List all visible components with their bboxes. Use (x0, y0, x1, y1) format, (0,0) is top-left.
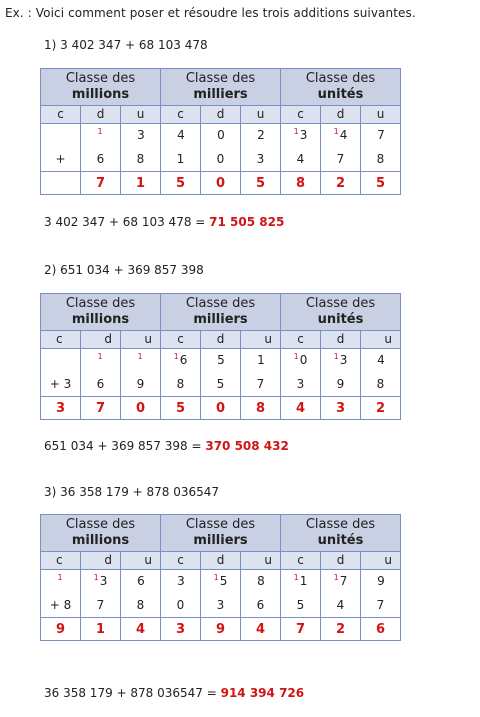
column-label: d (201, 331, 241, 349)
operand2-cell (81, 146, 121, 172)
result-answer: 370 508 432 (205, 439, 289, 453)
sum-cell: 5 (361, 172, 401, 195)
class-header-name: milliers (193, 312, 248, 327)
operand1-cell (81, 349, 121, 372)
class-header-line1: Classe des (185, 71, 256, 86)
result-expression: 36 358 179 + 878 036547 = (44, 686, 221, 700)
digit: 1 (176, 151, 185, 166)
class-header (41, 515, 161, 552)
digit: 0 (176, 597, 185, 612)
class-header (161, 294, 281, 331)
digit: 7 (339, 574, 348, 588)
result-answer: 71 505 825 (209, 215, 285, 229)
digit: 7 (377, 128, 385, 142)
digit: 5 (217, 353, 225, 367)
digit: 6 (256, 597, 265, 612)
column-label: c (161, 106, 201, 124)
column-label: u (361, 331, 401, 349)
operand2-cell (241, 371, 281, 397)
digit: 1 (257, 353, 265, 367)
digit: 3 (299, 128, 308, 142)
carry-digit: 1 (333, 573, 339, 582)
class-header (41, 69, 161, 106)
digit: 8 (136, 597, 145, 612)
sum-cell: 7 (81, 172, 121, 195)
problem-1-result (44, 215, 284, 229)
class-header (161, 69, 281, 106)
operand2-cell (361, 592, 401, 618)
operand1-cell (161, 570, 201, 593)
class-header (281, 515, 401, 552)
class-header-line1: Classe des (185, 517, 256, 532)
carry-digit: 1 (97, 127, 103, 136)
operand2-cell (281, 592, 321, 618)
sum-cell: 7 (81, 397, 121, 420)
operand2-cell (161, 371, 201, 397)
digit: 8 (257, 574, 265, 588)
carry-digit: 1 (57, 573, 63, 582)
operand1-cell (361, 124, 401, 147)
operand1-cell (281, 570, 321, 593)
operand1-cell (321, 570, 361, 593)
problem-2-result (44, 439, 289, 453)
operand2-cell (81, 592, 121, 618)
digit: 3 (99, 574, 108, 588)
addition-table-2 (40, 293, 401, 420)
operand2-cell (161, 146, 201, 172)
digit: 9 (377, 574, 385, 588)
operand2-cell (281, 146, 321, 172)
operand1-cell (201, 124, 241, 147)
digit: 7 (256, 376, 265, 391)
sum-cell: 9 (41, 618, 81, 641)
digit: 7 (336, 151, 345, 166)
class-header-name: millions (71, 533, 130, 548)
column-label: d (81, 106, 121, 124)
digit: 3 (256, 151, 265, 166)
addition-table-1 (40, 68, 401, 195)
sum-cell: 2 (361, 397, 401, 420)
operand2-cell (281, 371, 321, 397)
carry-digit: 1 (333, 352, 339, 361)
digit: 7 (96, 597, 105, 612)
sum-cell: 2 (321, 618, 361, 641)
operand2-cell (121, 146, 161, 172)
operand2-cell (121, 592, 161, 618)
sum-cell: 6 (361, 618, 401, 641)
column-label: d (201, 106, 241, 124)
operand2-cell (321, 371, 361, 397)
operand1-cell (41, 124, 81, 147)
class-header-line1: Classe des (65, 296, 136, 311)
digit: + (55, 151, 66, 166)
sum-cell: 5 (161, 172, 201, 195)
class-header-line1: Classe des (305, 296, 376, 311)
operand2-cell (41, 146, 81, 172)
operand2-cell (321, 146, 361, 172)
operand1-cell (361, 349, 401, 372)
sum-cell: 4 (241, 618, 281, 641)
operand2-cell (201, 592, 241, 618)
class-header-name: unités (317, 87, 364, 102)
sum-cell: 7 (281, 618, 321, 641)
result-expression: 651 034 + 369 857 398 = (44, 439, 206, 453)
column-label: u (121, 331, 161, 349)
column-label: u (361, 106, 401, 124)
column-label: u (241, 106, 281, 124)
operand2-cell (41, 371, 81, 397)
carry-digit: 1 (213, 573, 219, 582)
addition-table-3 (40, 514, 401, 641)
sum-cell: 5 (241, 172, 281, 195)
column-label: c (161, 331, 201, 349)
sum-cell: 3 (41, 397, 81, 420)
carry-digit: 1 (93, 573, 99, 582)
sum-cell: 8 (281, 172, 321, 195)
operand1-cell (161, 349, 201, 372)
digit: 0 (217, 128, 225, 142)
sum-cell: 2 (321, 172, 361, 195)
column-label: d (321, 331, 361, 349)
sum-cell: 3 (161, 618, 201, 641)
sum-cell: 1 (121, 172, 161, 195)
column-label: u (121, 552, 161, 570)
class-header-line1: Classe des (65, 517, 136, 532)
operand2-cell (201, 146, 241, 172)
digit: 8 (136, 151, 145, 166)
operand1-cell (201, 349, 241, 372)
problem-3-label: 3) 36 358 179 + 878 036547 (44, 485, 220, 499)
column-label: u (121, 106, 161, 124)
carry-digit: 1 (333, 127, 339, 136)
operand1-cell (121, 349, 161, 372)
digit: 4 (336, 597, 345, 612)
digit: 0 (216, 151, 225, 166)
operand2-cell (361, 146, 401, 172)
digit: 6 (137, 574, 145, 588)
digit: + 3 (49, 376, 72, 391)
operand1-cell (81, 124, 121, 147)
digit: 6 (96, 151, 105, 166)
digit: 5 (219, 574, 228, 588)
operand1-cell (361, 570, 401, 593)
class-header-line1: Classe des (305, 71, 376, 86)
operand1-cell (241, 349, 281, 372)
class-header-line1: Classe des (65, 71, 136, 86)
digit: 9 (336, 376, 345, 391)
operand1-cell (241, 124, 281, 147)
digit: 4 (296, 151, 305, 166)
class-header-name: milliers (193, 533, 248, 548)
class-header (281, 294, 401, 331)
digit: 8 (376, 376, 385, 391)
operand1-cell (321, 349, 361, 372)
operand1-cell (321, 124, 361, 147)
column-label: u (241, 552, 281, 570)
digit: + 8 (49, 597, 72, 612)
operand2-cell (121, 371, 161, 397)
column-label: c (41, 331, 81, 349)
sum-cell: 8 (241, 397, 281, 420)
column-label: c (41, 106, 81, 124)
class-header-name: unités (317, 533, 364, 548)
carry-digit: 1 (173, 352, 179, 361)
operand1-cell (161, 124, 201, 147)
class-header-line1: Classe des (185, 296, 256, 311)
column-label: u (361, 552, 401, 570)
digit: 5 (216, 376, 225, 391)
class-header-name: milliers (193, 87, 248, 102)
operand2-cell (161, 592, 201, 618)
digit: 1 (299, 574, 308, 588)
column-label: d (201, 552, 241, 570)
sum-cell: 3 (321, 397, 361, 420)
digit: 5 (296, 597, 305, 612)
class-header (41, 294, 161, 331)
operand1-cell (281, 349, 321, 372)
digit: 3 (177, 574, 185, 588)
sum-cell: 4 (121, 618, 161, 641)
operand1-cell (241, 570, 281, 593)
column-label: d (81, 552, 121, 570)
carry-digit: 1 (97, 352, 103, 361)
column-label: d (81, 331, 121, 349)
problem-1-label: 1) 3 402 347 + 68 103 478 (44, 38, 208, 52)
digit: 0 (299, 353, 308, 367)
carry-digit: 1 (137, 352, 143, 361)
sum-cell: 0 (121, 397, 161, 420)
digit: 7 (376, 597, 385, 612)
operand1-cell (81, 570, 121, 593)
sum-cell: 1 (81, 618, 121, 641)
sum-cell: 0 (201, 397, 241, 420)
class-header (281, 69, 401, 106)
sum-cell: 0 (201, 172, 241, 195)
digit: 8 (176, 376, 185, 391)
column-label: c (281, 552, 321, 570)
column-label: c (281, 106, 321, 124)
class-header-name: millions (71, 87, 130, 102)
digit: 4 (377, 353, 385, 367)
carry-digit: 1 (293, 127, 299, 136)
digit: 3 (296, 376, 305, 391)
operand1-cell (121, 570, 161, 593)
sum-cell (41, 172, 81, 195)
sum-cell: 5 (161, 397, 201, 420)
column-label: d (321, 552, 361, 570)
result-answer: 914 394 726 (220, 686, 305, 700)
class-header-name: unités (317, 312, 364, 327)
column-label: d (321, 106, 361, 124)
operand2-cell (241, 592, 281, 618)
digit: 4 (177, 128, 185, 142)
digit: 3 (137, 128, 145, 142)
operand1-cell (121, 124, 161, 147)
operand1-cell (281, 124, 321, 147)
digit: 3 (216, 597, 225, 612)
carry-digit: 1 (293, 573, 299, 582)
operand1-cell (41, 570, 81, 593)
problem-2-label: 2) 651 034 + 369 857 398 (44, 263, 204, 277)
class-header-name: millions (71, 312, 130, 327)
digit: 9 (136, 376, 145, 391)
operand2-cell (201, 371, 241, 397)
class-header-line1: Classe des (305, 517, 376, 532)
intro-text: Ex. : Voici comment poser et résoudre les trois additions suivantes. (5, 6, 416, 20)
column-label: u (241, 331, 281, 349)
digit: 8 (376, 151, 385, 166)
carry-digit: 1 (293, 352, 299, 361)
column-label: c (41, 552, 81, 570)
operand1-cell (41, 349, 81, 372)
sum-cell: 9 (201, 618, 241, 641)
column-label: c (161, 552, 201, 570)
digit: 3 (339, 353, 348, 367)
operand1-cell (201, 570, 241, 593)
operand2-cell (361, 371, 401, 397)
operand2-cell (81, 371, 121, 397)
column-label: c (281, 331, 321, 349)
sum-cell: 4 (281, 397, 321, 420)
operand2-cell (41, 592, 81, 618)
result-expression: 3 402 347 + 68 103 478 = (44, 215, 210, 229)
digit: 6 (179, 353, 188, 367)
digit: 6 (96, 376, 105, 391)
class-header (161, 515, 281, 552)
digit: 4 (339, 128, 348, 142)
problem-3-result (44, 686, 304, 700)
operand2-cell (321, 592, 361, 618)
operand2-cell (241, 146, 281, 172)
digit: 2 (257, 128, 265, 142)
